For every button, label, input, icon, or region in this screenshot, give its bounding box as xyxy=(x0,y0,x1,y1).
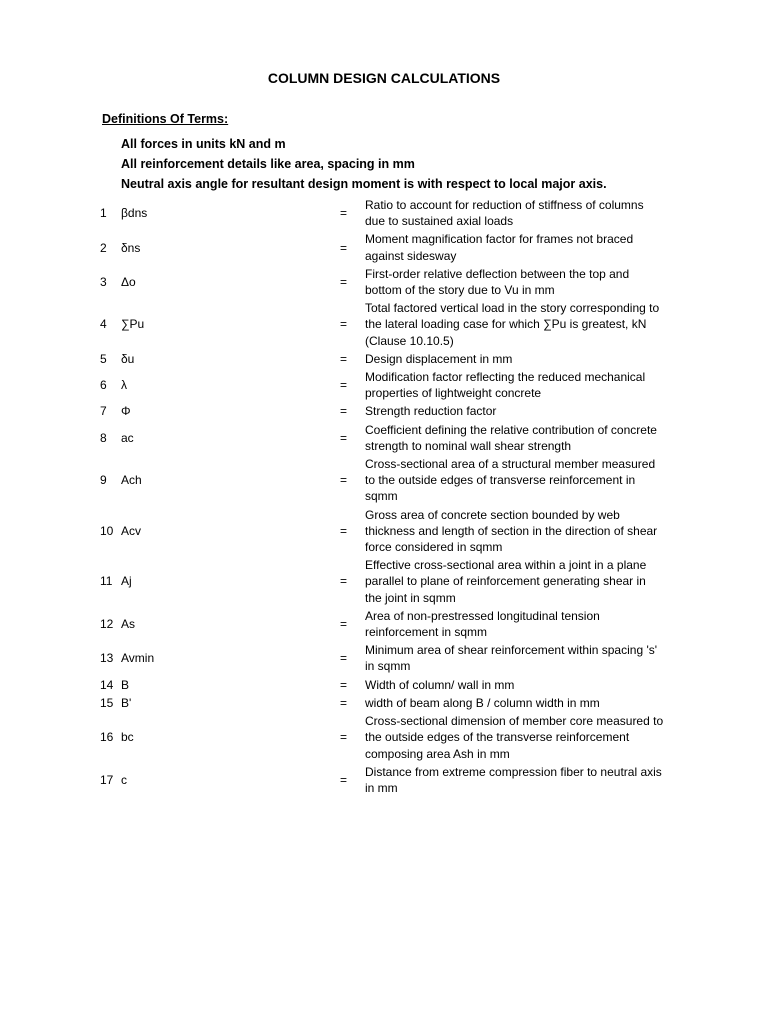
term-number: 16 xyxy=(100,730,114,745)
term-number: 4 xyxy=(100,317,107,332)
term-number: 14 xyxy=(100,677,114,692)
term-symbol: ac xyxy=(121,430,134,445)
term-number: 8 xyxy=(100,430,107,445)
term-row xyxy=(0,230,768,264)
term-symbol: B xyxy=(121,677,130,692)
term-row xyxy=(0,556,768,607)
term-description: Ratio to account for reduction of stiffness of columns due to sustained axial loads xyxy=(365,198,644,229)
term-symbol: δu xyxy=(121,351,135,366)
term-description: Cross-sectional dimension of member core measured to the outside edges of the transverse reinforcement composing area Ash in mm xyxy=(365,714,664,761)
term-description: Design displacement in mm xyxy=(365,351,513,366)
term-row xyxy=(0,712,768,763)
term-description: Modification factor reflecting the reduced mechanical properties of lightweight concrete xyxy=(365,370,646,401)
term-description: Width of column/ wall in mm xyxy=(365,677,515,692)
term-description: Coefficient defining the relative contribution of concrete strength to nominal wall shear strength xyxy=(365,422,657,453)
term-description: First-order relative deflection between the top and bottom of the story due to Vu in mm xyxy=(365,266,630,298)
term-number: 2 xyxy=(100,240,107,255)
term-equals: = xyxy=(340,274,348,289)
term-equals: = xyxy=(340,730,348,745)
term-row xyxy=(0,299,768,350)
term-row xyxy=(0,402,768,420)
term-equals: = xyxy=(340,574,348,589)
term-symbol: c xyxy=(121,772,127,787)
term-row xyxy=(0,676,768,694)
term-description: Gross area of concrete section bounded by web thickness and length of section in the direction of shear force considered in sqmm xyxy=(365,507,658,555)
term-equals: = xyxy=(340,616,348,631)
term-row xyxy=(0,196,768,230)
term-description: width of beam along B / column width in mm xyxy=(365,695,600,710)
term-row xyxy=(0,506,768,557)
term-equals: = xyxy=(340,651,348,666)
term-equals: = xyxy=(340,677,348,692)
term-symbol: δns xyxy=(121,240,141,255)
note-units: All forces in units kN and m xyxy=(121,137,286,151)
terms-table xyxy=(0,196,768,797)
term-symbol: bc xyxy=(121,730,134,745)
term-number: 7 xyxy=(100,404,107,419)
notes-list xyxy=(121,134,607,194)
term-number: 9 xyxy=(100,473,107,488)
term-number: 5 xyxy=(100,351,107,366)
term-equals: = xyxy=(340,772,348,787)
term-description: Area of non-prestressed longitudinal tension reinforcement in sqmm xyxy=(365,608,600,640)
term-equals: = xyxy=(340,378,348,393)
term-symbol: ∑Pu xyxy=(121,317,145,332)
term-row xyxy=(0,265,768,299)
term-number: 10 xyxy=(100,523,114,538)
note-reinforcement: All reinforcement details like area, spacing in mm xyxy=(121,157,415,171)
term-symbol: Avmin xyxy=(121,651,155,666)
term-number: 6 xyxy=(100,378,107,393)
term-row xyxy=(0,694,768,712)
term-description: Distance from extreme compression fiber to neutral axis in mm xyxy=(365,764,662,795)
term-symbol: Aj xyxy=(121,574,132,589)
term-equals: = xyxy=(340,317,348,332)
term-number: 3 xyxy=(100,274,107,289)
term-symbol: Acv xyxy=(121,523,142,538)
term-number: 11 xyxy=(100,574,113,589)
term-number: 15 xyxy=(100,695,114,710)
term-description: Minimum area of shear reinforcement within spacing 's' in sqmm xyxy=(365,643,658,674)
term-number: 17 xyxy=(100,772,114,787)
term-symbol: B' xyxy=(121,695,132,710)
term-row xyxy=(0,350,768,368)
term-number: 12 xyxy=(100,616,114,631)
term-description: Moment magnification factor for frames not braced against sidesway xyxy=(365,232,634,263)
term-description: Cross-sectional area of a structural member measured to the outside edges of transverse reinforcement in sqmm xyxy=(365,457,656,504)
term-symbol: Ach xyxy=(121,473,142,488)
term-number: 1 xyxy=(100,206,107,221)
term-row xyxy=(0,368,768,402)
term-equals: = xyxy=(340,473,348,488)
term-number: 13 xyxy=(100,651,114,666)
term-symbol: Φ xyxy=(121,404,131,419)
term-description: Effective cross-sectional area within a joint in a plane parallel to plane of reinforcement generating shear in the joint in sqmm xyxy=(365,558,647,605)
term-row xyxy=(0,607,768,641)
term-row xyxy=(0,763,768,797)
term-equals: = xyxy=(340,523,348,538)
term-equals: = xyxy=(340,351,348,366)
page-title: COLUMN DESIGN CALCULATIONS xyxy=(267,70,501,86)
term-equals: = xyxy=(340,206,348,221)
note-neutral-axis: Neutral axis angle for resultant design moment is with respect to local major axis. xyxy=(121,177,607,191)
term-description: Strength reduction factor xyxy=(365,404,497,419)
term-equals: = xyxy=(340,404,348,419)
term-row xyxy=(0,455,768,506)
term-symbol: βdns xyxy=(121,206,148,221)
definitions-heading: Definitions Of Terms: xyxy=(102,112,229,126)
term-equals: = xyxy=(340,430,348,445)
term-symbol: Δo xyxy=(121,274,136,289)
term-row xyxy=(0,421,768,455)
term-equals: = xyxy=(340,695,348,710)
term-symbol: λ xyxy=(121,378,127,393)
term-symbol: As xyxy=(121,616,136,631)
term-row xyxy=(0,641,768,675)
term-equals: = xyxy=(340,240,348,255)
term-description: Total factored vertical load in the story corresponding to the lateral loading case for which ∑Pu is greatest, kN (Clause 10.10.5) xyxy=(365,301,660,348)
